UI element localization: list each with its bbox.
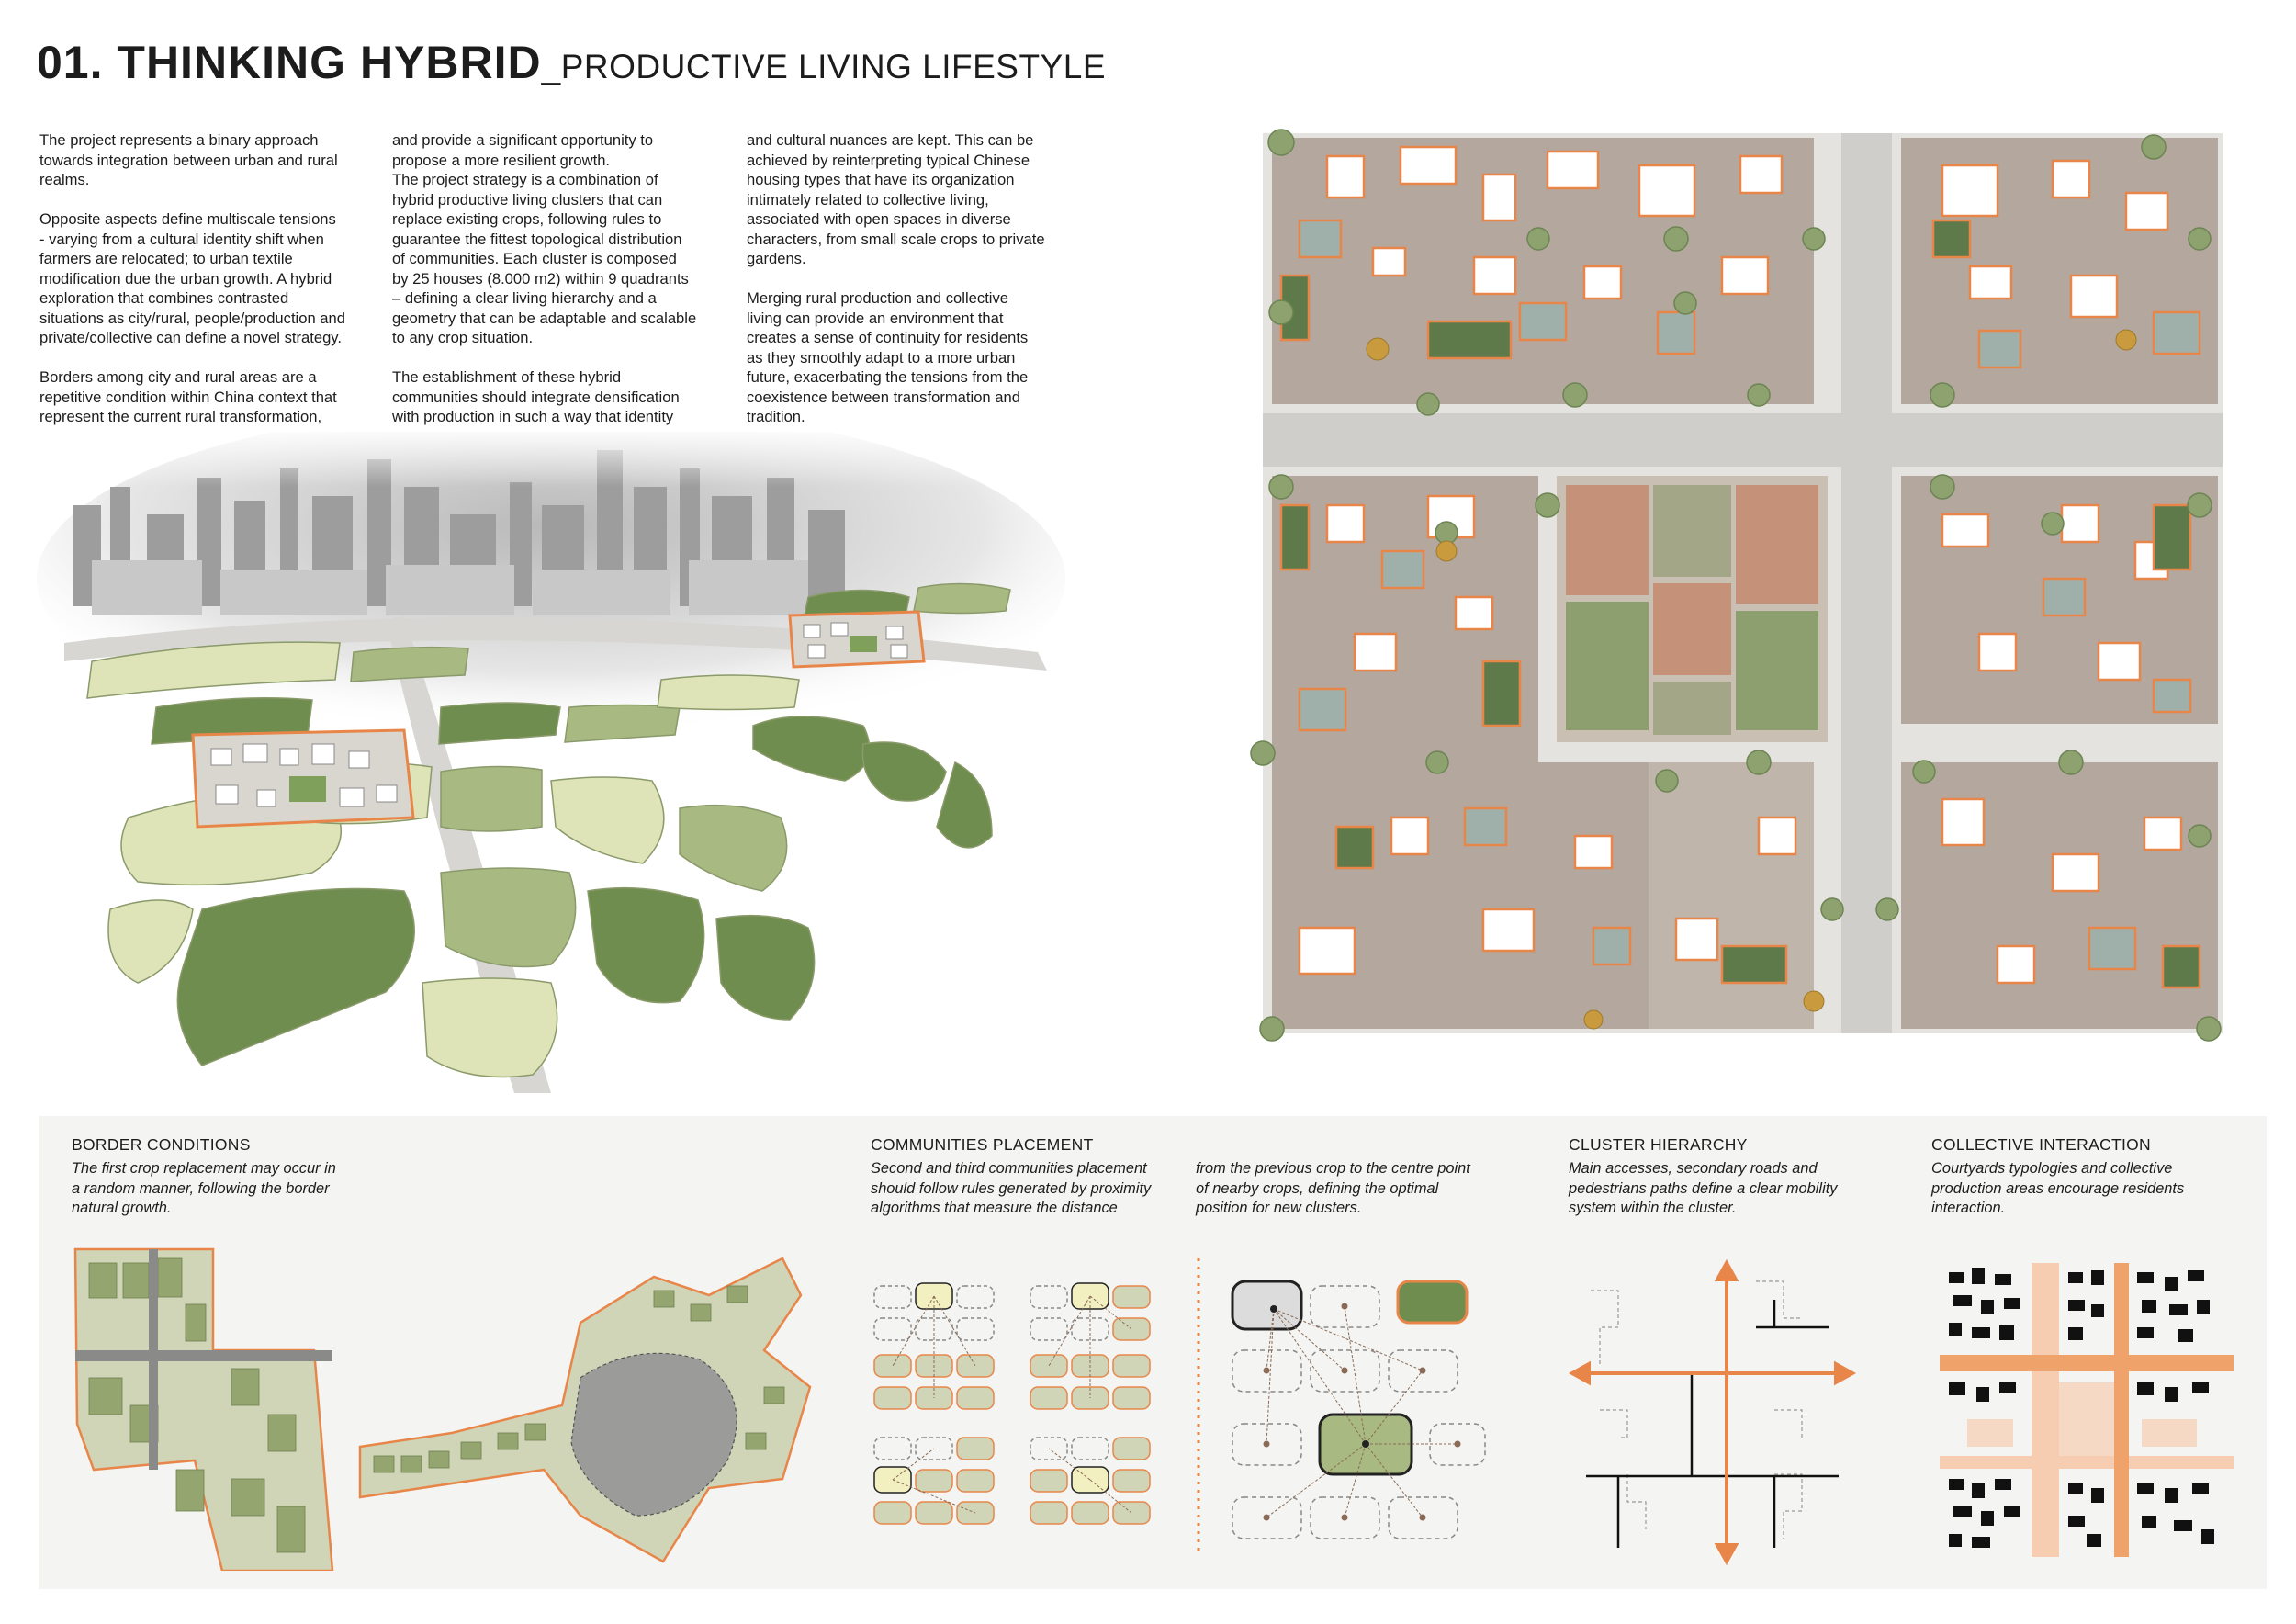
page-title — [37, 35, 1106, 95]
intro-text-col-1: The project represents a binary approach towards integration between urban and rural realms. Opposite aspects define multiscale tensions - varying from a cultural identity shift when farmers are relocated; to urban textile modification due the urban growth. A hybrid exploration that combines contrasted situations as city/rural, people/production and private/collective can define a novel strategy. Borders among city and rural areas are a repetitive condition within China context that represent the current rural transformation, — [39, 131, 345, 425]
intro-text-col-3: and cultural nuances are kept. This can be achieved by reinterpreting typical Chinese housing types that have its organization intimately related to collective living, associated with open spaces in diverse characters, from small scale crops to private gardens. Merging rural production and collective living can provide an environment that creates a sense of continuity for residents as they smoothly adapt to a more urban future, exacerbating the tensions from the coexistence between transformation and tradition. — [747, 131, 1045, 425]
strategy-panel — [39, 1116, 2267, 1589]
border-map-left — [75, 1249, 332, 1571]
arrow-icon — [1572, 1263, 1852, 1562]
central-crop-field — [1557, 476, 1828, 742]
title-main: 01. THINKING HYBRID — [37, 37, 542, 88]
collective-interaction-diagram — [1930, 1254, 2243, 1566]
cluster-hierarchy-diagram — [1563, 1254, 1866, 1566]
title-sub: _PRODUCTIVE LIVING LIFESTYLE — [541, 48, 1107, 85]
cluster-hierarchy-heading: CLUSTER HIERARCHY — [1569, 1135, 1748, 1154]
border-conditions-heading: BORDER CONDITIONS — [72, 1135, 251, 1154]
communities-placement-caption-2: from the previous crop to the centre point of nearby crops, defining the optimal position for new clusters. — [1196, 1160, 1470, 1216]
communities-placement-caption-1: Second and third communities placement should follow rules generated by proximity algorithms that measure the distance — [871, 1160, 1152, 1216]
border-conditions-caption: The first crop replacement may occur in a random manner, following the border natural growth. — [72, 1160, 336, 1216]
hybrid-cluster-right — [790, 612, 924, 667]
cluster-site-plan — [1244, 119, 2255, 1047]
collective-interaction-caption: Courtyards typologies and collective production areas encourage residents interaction. — [1931, 1160, 2185, 1216]
border-map-right — [360, 1258, 810, 1562]
aerial-perspective-illustration — [37, 432, 1130, 1093]
collective-interaction-heading: COLLECTIVE INTERACTION — [1931, 1135, 2151, 1154]
placement-divider — [1185, 1258, 1212, 1552]
placement-large-grid — [1223, 1272, 1499, 1566]
placement-small-grids — [865, 1272, 1177, 1566]
hybrid-cluster-left — [193, 730, 413, 827]
cluster-hierarchy-caption: Main accesses, secondary roads and pedestrians paths define a clear mobility system within the cluster. — [1569, 1160, 1838, 1216]
communities-placement-heading: COMMUNITIES PLACEMENT — [871, 1135, 1094, 1154]
intro-text-col-2: and provide a significant opportunity to propose a more resilient growth. The project strategy is a combination of hybrid productive living clusters that can replace existing crops, following rules to guarantee the fittest topological distribution of communities. Each cluster is composed by 25 houses (8.000 m2) within 9 quadrants – defining a clear living hierarchy and a geometry that can be adaptable and scalable to any crop situation. The establishment of these hybrid communities should integrate densification with production in such a way that identity — [392, 131, 697, 425]
border-conditions-diagram — [66, 1240, 819, 1571]
